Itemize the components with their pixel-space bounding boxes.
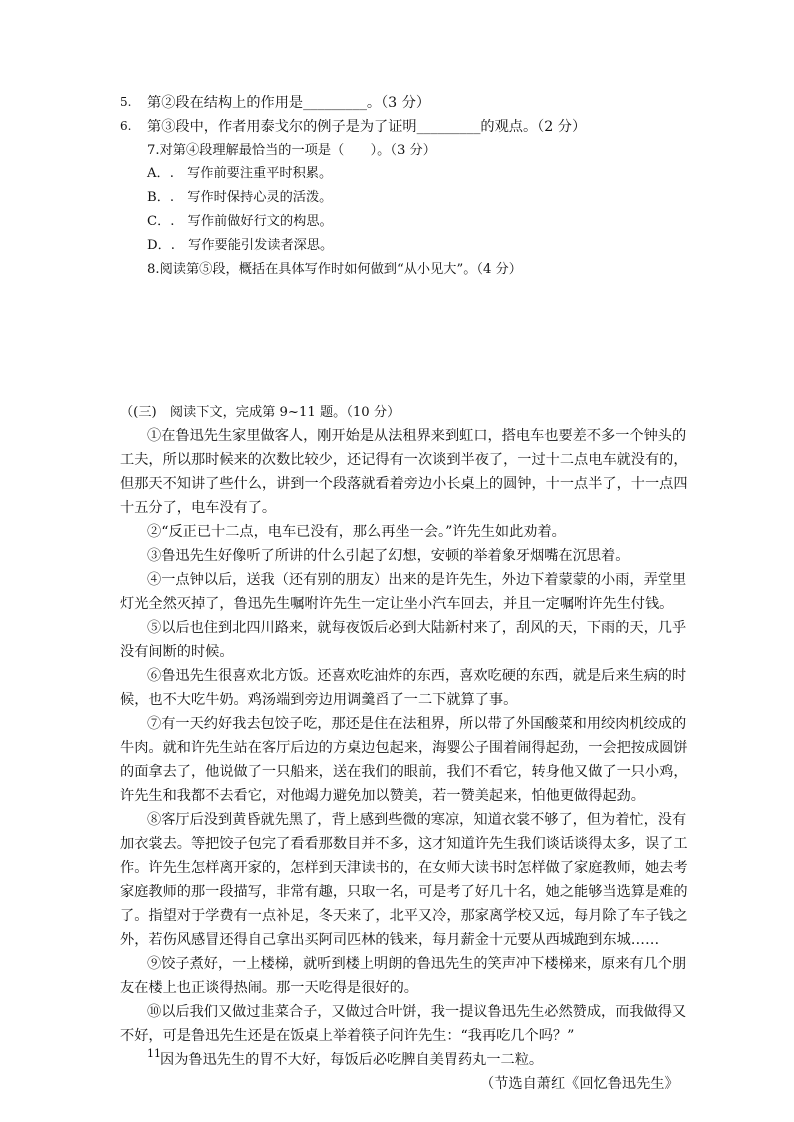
q7-option-d: D．. 写作要能引发读者深思。 [147,238,334,253]
q5-number: 5. [120,95,132,109]
passage-line: ④一点钟以后，送我（还有别的朋友）出来的是许先生，外边下着蒙蒙的小雨，弄堂里 [147,572,687,588]
passage-line: 十五分了，电车没有了。 [120,500,277,516]
passage-line: 不好，可是鲁迅先生还是在饭桌上举着筷子问许先生：“我再吃几个吗？” [120,1028,575,1044]
passage-line: ⑦有一天约好我去包饺子吃，那还是住在法租界，所以带了外国酸菜和用绞肉机绞成的 [147,716,687,732]
passage-line: 候，也不大吃牛奶。鸡汤端到旁边用调羹舀了一二下就算了事。 [120,692,518,708]
passage-line: ②“反正已十二点，电车已没有，那么再坐一会。”许先生如此劝着。 [147,524,566,540]
q7-option-b: B．. 写作时保持心灵的活泼。 [147,190,333,205]
passage-line: 作。许先生怎样离开家的，怎样到天津读书的，在女师大读书时怎样做了家庭教师，她去考 [120,860,688,876]
passage-line: 牛肉。就和许先生站在客厅后边的方桌边包起来，海婴公子围着闹得起劲，一会把按成圆饼 [120,740,688,756]
source-citation: （节选自萧红《回忆鲁迅先生》 [480,1076,679,1092]
passage-line: 灯光全然灭掉了，鲁迅先生嘱咐许先生一定让坐小汽车回去，并且一定嘱咐许先生付钱。 [120,596,674,612]
passage-line: ⑥鲁迅先生很喜欢北方饭。还喜欢吃油炸的东西，喜欢吃硬的东西，就是后来生病的时 [147,668,687,684]
q5-text: 第②段在结构上的作用是_________。（3 分） [147,95,431,111]
q7-option-c: C．. 写作前做好行文的构思。 [147,214,333,229]
passage-line: ⑨饺子煮好，一上楼梯，就听到楼上明朗的鲁迅先生的笑声冲下楼梯来，原来有几个朋 [147,956,687,972]
passage-line: 家庭教师的那一段描写，非常有趣，只取一名，可是考了好几十名，她之能够当选算是难的 [120,884,688,900]
passage-line: ⑩以后我们又做过韭菜合子，又做过合叶饼，我一提议鲁迅先生必然赞成，而我做得又 [147,1004,687,1020]
q7-text: 7.对第④段理解最恰当的一项是（ ）。（3 分） [147,143,436,158]
passage-line: 但那天不知讲了些什么，讲到一个段落就看着旁边小长桌上的圆钟，十一点半了，十一点四 [120,476,688,492]
passage-line: 工夫，所以那时候来的次数比较少，还记得有一次谈到半夜了，一过十二点电车就没有的， [120,452,688,468]
passage-line: 外，若伤风感冒还得自己拿出买阿司匹林的钱来，每月薪金十元要从西城跑到东城…… [120,932,660,948]
q6-number: 6. [120,119,132,133]
q6-text: 第③段中，作者用泰戈尔的例子是为了证明_________的观点。（2 分） [147,119,587,135]
passage-line: ①在鲁迅先生家里做客人，刚开始是从法租界来到虹口，搭电车也要差不多一个钟头的 [147,428,687,444]
passage-line: 没有间断的时候。 [120,644,234,660]
section-heading: （(三) 阅读下文，完成第 9~11 题。（10 分） [120,405,401,420]
passage-line: 许先生和我都不去看它，对他竭力避免加以赞美，若一赞美起来，怕他更做得起劲。 [120,788,645,804]
passage-line: 了。指望对于学费有一点补足，冬天来了，北平又冷，那家离学校又远，每月除了车子钱之 [120,908,688,924]
q7-option-a: A．. 写作前要注重平时积累。 [147,166,333,181]
passage-line: ⑤以后也住到北四川路来，就每夜饭后必到大陆新村来了，刮风的天，下雨的天，几乎 [147,620,687,636]
q8-text: 8.阅读第⑤段，概括在具体写作时如何做到“从小见大”。（4 分） [147,262,522,277]
paragraph-11-text: 因为鲁迅先生的胃不大好，每饭后必吃脾自美胃药丸一二粒。 [160,1052,544,1068]
passage-line: 加衣裳去。等把饺子包完了看看那数目并不多，这才知道许先生我们谈话谈得太多，误了工 [120,836,688,852]
passage-line: 的面拿去了，他说做了一只船来，送在我们的眼前，我们不看它，转身他又做了一只小鸡， [120,764,688,780]
passage-line: ⑧客厅后没到黄昏就先黑了，背上感到些微的寒凉，知道衣裳不够了，但为着忙，没有 [147,812,687,828]
paragraph-11-number: 11 [147,1047,161,1060]
passage-line: ③鲁迅先生好像听了所讲的什么引起了幻想，安顿的举着象牙烟嘴在沉思着。 [147,548,630,564]
passage-line: 友在楼上也正谈得热闹。那一天吃得是很好的。 [120,980,418,996]
